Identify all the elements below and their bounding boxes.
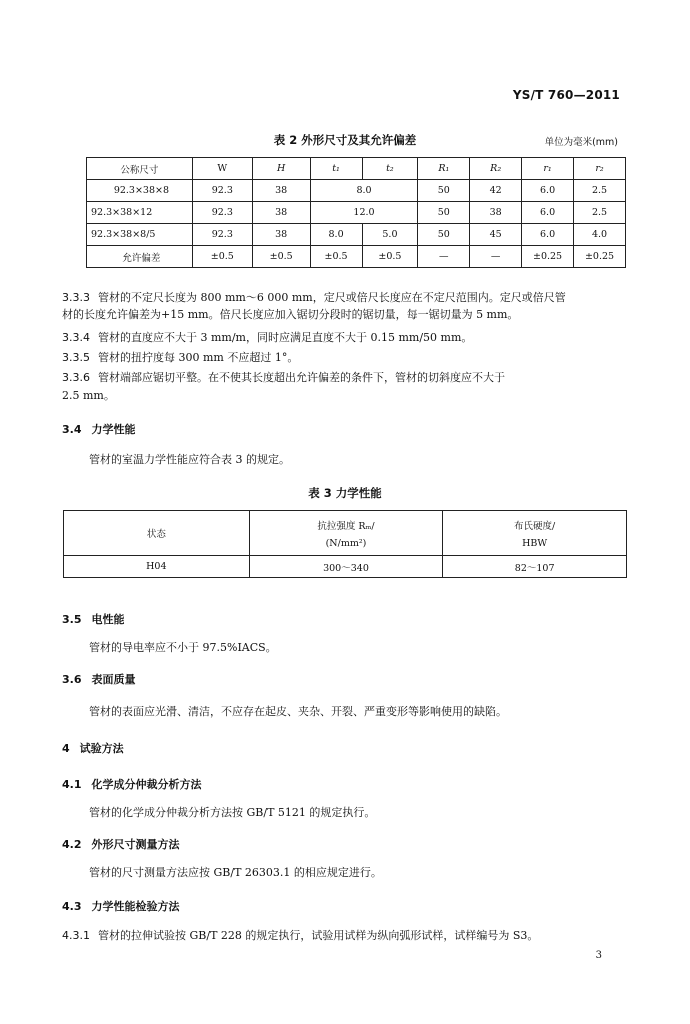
table-header: H [252, 158, 310, 180]
heading-text: 力学性能 [91, 423, 136, 436]
clause-number: 3.3.4 [62, 331, 90, 344]
para-3-3-4 [62, 330, 628, 345]
table-cell: 300～340 [249, 556, 443, 578]
table-header: t₁ [310, 158, 362, 180]
table-header: 状态 [64, 511, 250, 556]
table-cell: 5.0 [362, 224, 418, 246]
standard-number: YS/T 760—2011 [512, 88, 620, 102]
table-cell: 82～107 [443, 556, 627, 578]
table-cell: 92.3 [192, 224, 252, 246]
table-cell: 6.0 [522, 202, 574, 224]
heading-text: 表面质量 [91, 673, 136, 686]
clause-text: 管材的拉伸试验按 GB/T 228 的规定执行，试验用试样为纵向弧形试样，试样编号为 S3。 [98, 929, 539, 942]
clause-number: 3.3.6 [62, 371, 90, 384]
heading-number: 3.6 [62, 673, 82, 686]
table-cell: 38 [252, 180, 310, 202]
table2-dimensions [86, 157, 626, 268]
para-4-3-1 [62, 928, 628, 943]
heading-number: 3.4 [62, 423, 82, 436]
clause-text: 管材的直度应不大于 3 mm/m，同时应满足直度不大于 0.15 mm/50 mm。 [98, 331, 473, 344]
table-row [87, 224, 626, 246]
table3-mechanical [63, 510, 627, 578]
table-cell: 2.5 [574, 202, 626, 224]
header-line: HBW [522, 537, 548, 549]
heading-text: 电性能 [91, 613, 125, 626]
heading-number: 4.2 [62, 838, 82, 851]
table-cell: 92.3×38×8 [87, 180, 193, 202]
table-row [64, 556, 627, 578]
table-cell: 6.0 [522, 224, 574, 246]
table-cell: ±0.25 [522, 246, 574, 268]
table-header [443, 511, 627, 556]
table-row [87, 180, 626, 202]
heading-number: 4 [62, 742, 70, 755]
table-header: 公称尺寸 [87, 158, 193, 180]
heading-4-3 [62, 898, 180, 914]
table2-unit: 单位为毫米(mm) [544, 137, 618, 148]
table-cell: 92.3 [192, 202, 252, 224]
heading-4-1 [62, 776, 202, 792]
heading-text: 化学成分仲裁分析方法 [91, 778, 202, 791]
heading-number: 3.5 [62, 613, 82, 626]
table-cell: 42 [470, 180, 522, 202]
table-cell: 92.3 [192, 180, 252, 202]
table-cell: 38 [470, 202, 522, 224]
table-cell: 8.0 [310, 180, 418, 202]
table-header: R₂ [470, 158, 522, 180]
table-cell: 6.0 [522, 180, 574, 202]
heading-3-5 [62, 611, 125, 627]
header-line: (N/mm²) [325, 537, 367, 549]
table-cell: 4.0 [574, 224, 626, 246]
para-3-3-3-line1 [62, 290, 628, 305]
heading-3-4 [62, 421, 136, 437]
table-cell: ±0.5 [362, 246, 418, 268]
clause-number: 3.3.5 [62, 351, 90, 364]
heading-number: 4.1 [62, 778, 82, 791]
table-cell: 45 [470, 224, 522, 246]
para-3-3-5 [62, 350, 628, 365]
table-cell: 92.3×38×12 [87, 202, 193, 224]
heading-4 [62, 740, 124, 756]
table-cell: 2.5 [574, 180, 626, 202]
table-cell: H04 [64, 556, 250, 578]
clause-number: 4.3.1 [62, 929, 90, 942]
table-header-row [87, 158, 626, 180]
table-cell: ±0.25 [574, 246, 626, 268]
table-header: t₂ [362, 158, 418, 180]
table-cell: 38 [252, 224, 310, 246]
para-3-3-3-line2: 材的长度允许偏差为+15 mm。倍尺长度应加入锯切分段时的锯切量，每一锯切量为 5 mm。 [62, 308, 519, 321]
clause-text: 管材的不定尺长度为 800 mm～6 000 mm，定尺或倍尺长度应在不定尺范围内。定尺或倍尺管 [98, 291, 566, 304]
table-header [249, 511, 443, 556]
heading-text: 外形尺寸测量方法 [91, 838, 180, 851]
header-line: 布氏硬度/ [514, 520, 556, 532]
table3-caption: 表 3 力学性能 [308, 486, 382, 500]
table-header: r₁ [522, 158, 574, 180]
heading-3-6 [62, 671, 136, 687]
table-row [87, 202, 626, 224]
table-cell: — [470, 246, 522, 268]
heading-4-2 [62, 836, 180, 852]
para-3-4: 管材的室温力学性能应符合表 3 的规定。 [89, 453, 290, 466]
clause-text: 管材的扭拧度每 300 mm 不应超过 1°。 [98, 351, 299, 364]
heading-text: 试验方法 [79, 742, 124, 755]
table-cell: ±0.5 [192, 246, 252, 268]
table-cell: 92.3×38×8/5 [87, 224, 193, 246]
table-header: R₁ [418, 158, 470, 180]
table-cell: 12.0 [310, 202, 418, 224]
table-cell: 允许偏差 [87, 246, 193, 268]
table-cell: 50 [418, 224, 470, 246]
table2-caption: 表 2 外形尺寸及其允许偏差 [273, 133, 417, 147]
table-cell: — [418, 246, 470, 268]
header-line: 抗拉强度 Rₘ/ [317, 520, 375, 532]
clause-text: 管材端部应锯切平整。在不使其长度超出允许偏差的条件下，管材的切斜度应不大于 [98, 371, 505, 384]
para-3-6: 管材的表面应光滑、清洁，不应存在起皮、夹杂、开裂、严重变形等影响使用的缺陷。 [89, 705, 507, 718]
para-4-2: 管材的尺寸测量方法应按 GB/T 26303.1 的相应规定进行。 [89, 866, 382, 879]
table-header-row [64, 511, 627, 556]
heading-text: 力学性能检验方法 [91, 900, 180, 913]
clause-number: 3.3.3 [62, 291, 90, 304]
table-cell: 50 [418, 180, 470, 202]
para-3-5: 管材的导电率应不小于 97.5%IACS。 [89, 641, 277, 654]
table-header: W [192, 158, 252, 180]
table-row [87, 246, 626, 268]
table-cell: 8.0 [310, 224, 362, 246]
table-cell: ±0.5 [310, 246, 362, 268]
para-3-3-6-line2: 2.5 mm。 [62, 389, 115, 402]
table-header: r₂ [574, 158, 626, 180]
para-3-3-6-line1 [62, 370, 628, 385]
table-cell: 50 [418, 202, 470, 224]
table-cell: ±0.5 [252, 246, 310, 268]
heading-number: 4.3 [62, 900, 82, 913]
table-cell: 38 [252, 202, 310, 224]
para-4-1: 管材的化学成分仲裁分析方法按 GB/T 5121 的规定执行。 [89, 806, 376, 819]
page-number: 3 [595, 950, 602, 961]
